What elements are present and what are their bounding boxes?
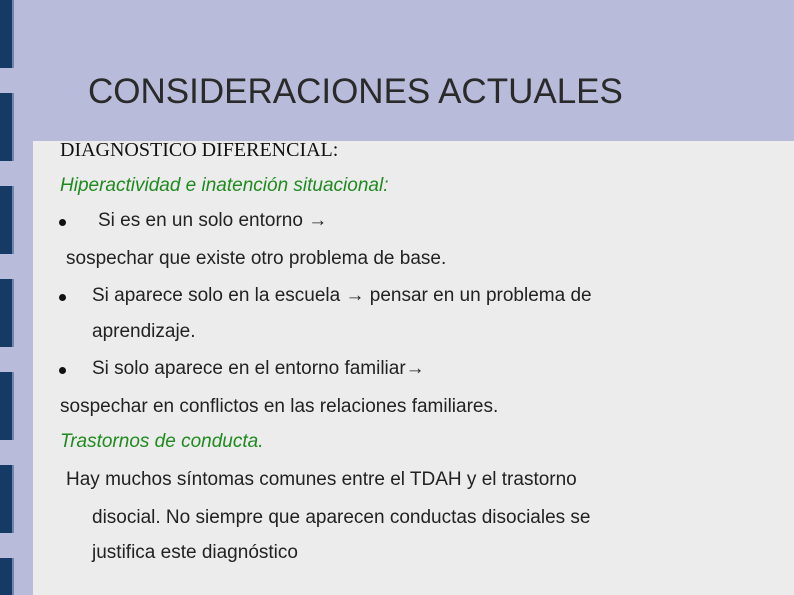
bullet-continuation: sospechar que existe otro problema de base. <box>66 248 447 269</box>
subsection-title: Hiperactividad e inatención situacional: <box>60 175 389 196</box>
bullet-text: Si aparece solo en la escuela → pensar en un problema de <box>92 285 592 306</box>
bullet-icon <box>59 367 66 374</box>
edge-decoration <box>0 558 14 595</box>
subsection-title: Trastornos de conducta. <box>60 431 264 452</box>
paragraph-line: disocial. No siempre que aparecen conductas disociales se <box>92 507 591 528</box>
edge-decoration <box>0 0 14 68</box>
bullet-icon <box>59 219 66 226</box>
bullet-icon <box>59 294 66 301</box>
slide-title: CONSIDERACIONES ACTUALES <box>88 72 623 111</box>
paragraph-line: justifica este diagnóstico <box>92 542 298 563</box>
edge-decoration <box>0 186 14 254</box>
section-heading: DIAGNOSTICO DIFERENCIAL: <box>60 139 339 161</box>
paragraph-line: Hay muchos síntomas comunes entre el TDAH y el trastorno <box>66 469 577 490</box>
bullet-text: Si es en un solo entorno → <box>98 210 328 231</box>
edge-decoration <box>0 279 14 347</box>
edge-decoration <box>0 372 14 440</box>
edge-decoration <box>0 93 14 161</box>
bullet-continuation: sospechar en conflictos en las relaciones familiares. <box>60 396 499 417</box>
bullet-continuation: aprendizaje. <box>92 321 196 342</box>
edge-decoration <box>0 465 14 533</box>
bullet-text: Si solo aparece en el entorno familiar→ <box>92 358 425 379</box>
